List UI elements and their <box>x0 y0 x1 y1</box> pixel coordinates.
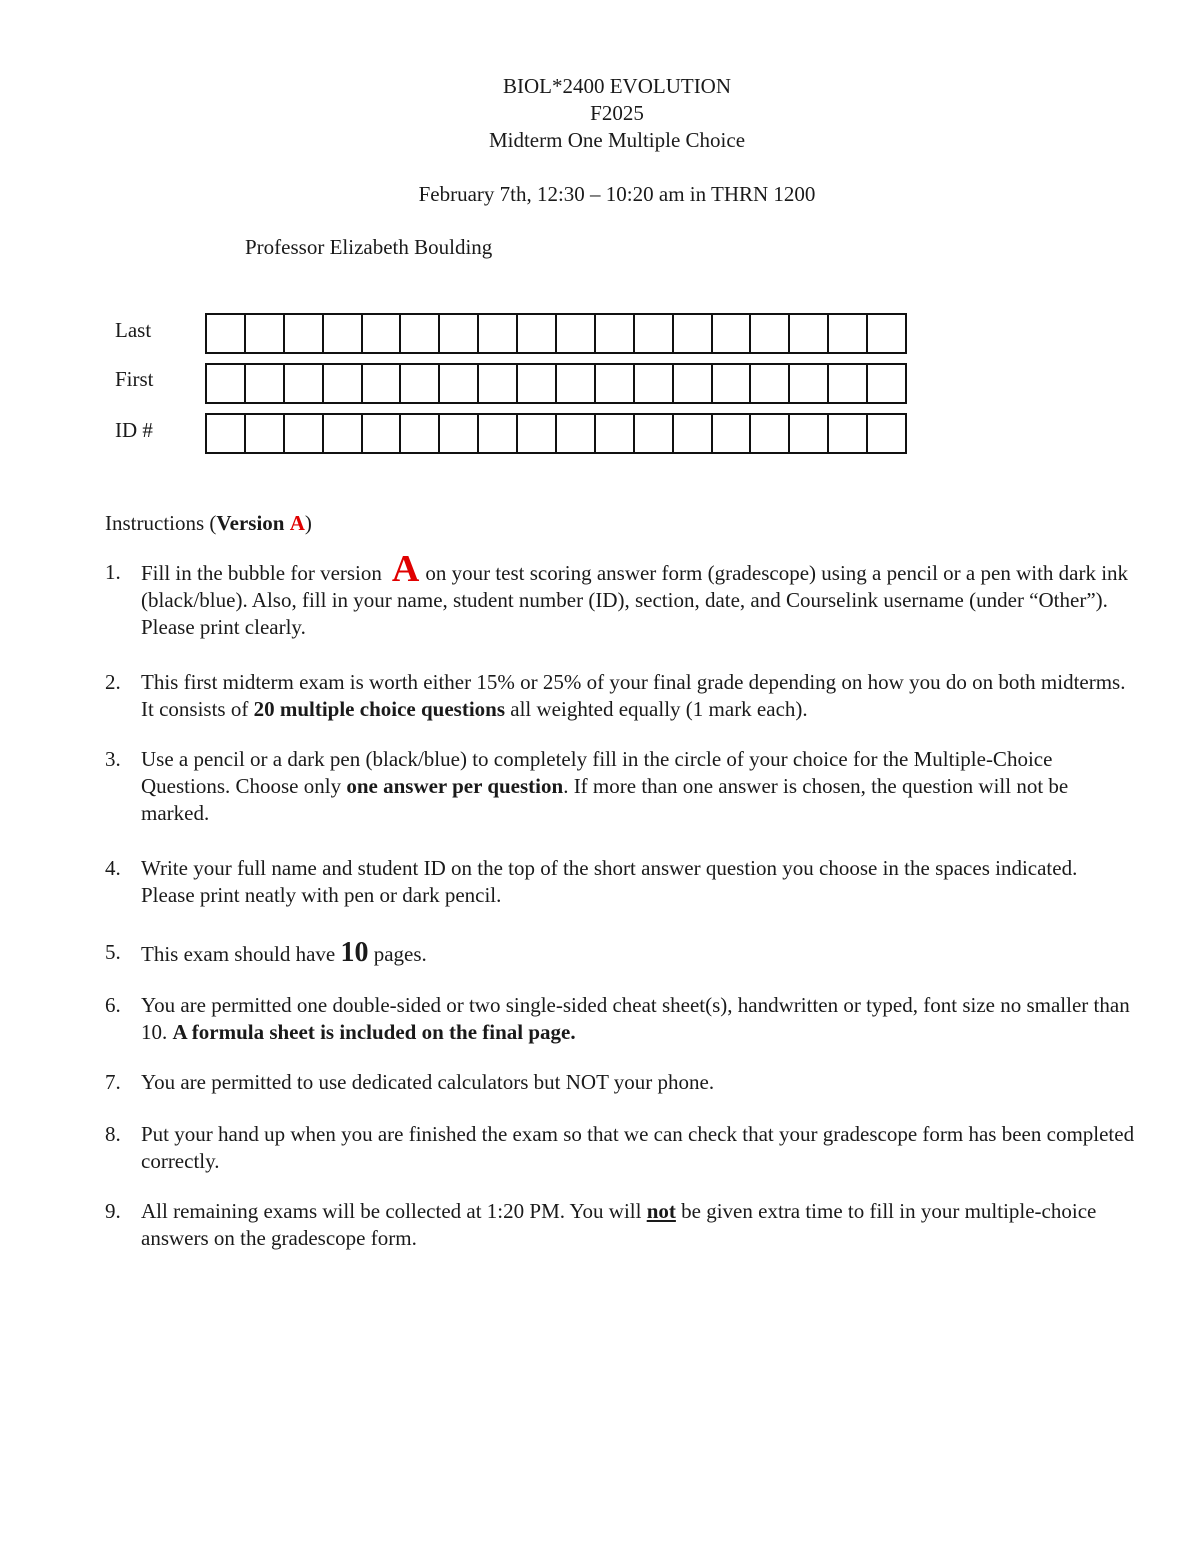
item-bold-text: one answer per question <box>346 774 564 798</box>
professor-name: Professor Elizabeth Boulding <box>245 235 493 259</box>
entry-box[interactable] <box>440 365 479 402</box>
version-a-letter: A <box>391 548 420 590</box>
entry-box[interactable] <box>713 365 752 402</box>
item-text: Fill in the bubble for version <box>141 561 382 585</box>
entry-box[interactable] <box>518 365 557 402</box>
entry-box[interactable] <box>324 365 363 402</box>
entry-box[interactable] <box>479 365 518 402</box>
entry-box[interactable] <box>557 415 596 452</box>
entry-box[interactable] <box>557 315 596 352</box>
item-text-continued: be given extra time to fill in your multiple-choice answers on the gradescope form. <box>141 1199 1097 1250</box>
item-text-continued: on your test scoring answer form (gradescope) using a pencil or a pen with dark ink (black/blue). Also, fill in your name, student number (ID), section, date, and Courselink username (under “Other”). Please print clearly. <box>141 561 1129 639</box>
item-text: All remaining exams will be collected at 1:20 PM. You will <box>141 1199 642 1223</box>
entry-box[interactable] <box>285 415 324 452</box>
version-word: Version <box>216 511 285 535</box>
item-bold-text: 20 multiple choice questions <box>253 697 506 721</box>
entry-box[interactable] <box>790 415 829 452</box>
item-text-continued: pages. <box>373 942 427 966</box>
item-number: 4. <box>105 856 121 880</box>
course-title: BIOL*2400 EVOLUTION <box>502 74 732 98</box>
entry-box[interactable] <box>596 365 635 402</box>
id-number-label: ID # <box>115 418 153 442</box>
entry-box[interactable] <box>868 415 905 452</box>
last-name-label: Last <box>115 318 152 342</box>
item-text: This first midterm exam is worth either 15% or 25% of your final grade depending on how you do on both midterms. It consists of <box>141 670 1126 721</box>
entry-box[interactable] <box>401 365 440 402</box>
entry-box[interactable] <box>829 415 868 452</box>
entry-box[interactable] <box>790 315 829 352</box>
item-text: You are permitted to use dedicated calculators but NOT your phone. <box>141 1070 715 1094</box>
item-text: You are permitted one double-sided or two single-sided cheat sheet(s), handwritten or typed, font size no smaller than 10. <box>141 993 1130 1044</box>
entry-box[interactable] <box>246 415 285 452</box>
entry-box[interactable] <box>596 315 635 352</box>
entry-box[interactable] <box>713 415 752 452</box>
entry-box[interactable] <box>440 315 479 352</box>
entry-box[interactable] <box>207 415 246 452</box>
entry-box[interactable] <box>674 315 713 352</box>
entry-box[interactable] <box>363 365 402 402</box>
entry-box[interactable] <box>829 315 868 352</box>
item-bold-text: A formula sheet is included on the final page. <box>172 1020 576 1044</box>
id-number-boxes[interactable] <box>205 413 907 454</box>
entry-box[interactable] <box>713 315 752 352</box>
instructions-heading-pre: Instructions ( <box>105 511 217 535</box>
entry-box[interactable] <box>635 315 674 352</box>
entry-box[interactable] <box>207 315 246 352</box>
entry-box[interactable] <box>479 415 518 452</box>
item-text: This exam should have <box>141 942 336 966</box>
exam-datetime: February 7th, 12:30 – 10:20 am in THRN 1200 <box>418 182 816 206</box>
instructions-heading <box>105 510 312 536</box>
item-text: Use a pencil or a dark pen (black/blue) to completely fill in the circle of your choice for the Multiple-Choice Questions. Choose only <box>141 747 1053 798</box>
entry-box[interactable] <box>324 315 363 352</box>
entry-box[interactable] <box>751 365 790 402</box>
entry-box[interactable] <box>246 315 285 352</box>
entry-box[interactable] <box>751 315 790 352</box>
entry-box[interactable] <box>557 365 596 402</box>
entry-box[interactable] <box>635 415 674 452</box>
item-text: Put your hand up when you are finished the exam so that we can check that your gradescope form has been completed correctly. <box>141 1122 1135 1173</box>
entry-box[interactable] <box>401 415 440 452</box>
item-text: Write your full name and student ID on the top of the short answer question you choose in the spaces indicated. Please print neatly with pen or dark pencil. <box>141 856 1078 907</box>
item-number: 8. <box>105 1122 121 1146</box>
entry-box[interactable] <box>596 415 635 452</box>
item-underlined-text: not <box>646 1199 676 1223</box>
item-number: 3. <box>105 747 121 771</box>
entry-box[interactable] <box>285 315 324 352</box>
item-text-continued: all weighted equally (1 mark each). <box>510 697 808 721</box>
term: F2025 <box>590 101 644 125</box>
item-number: 5. <box>105 940 121 964</box>
entry-box[interactable] <box>479 315 518 352</box>
entry-box[interactable] <box>324 415 363 452</box>
entry-box[interactable] <box>518 415 557 452</box>
item-number: 9. <box>105 1199 121 1223</box>
item-number: 7. <box>105 1070 121 1094</box>
entry-box[interactable] <box>518 315 557 352</box>
version-letter: A <box>289 511 305 535</box>
entry-box[interactable] <box>401 315 440 352</box>
first-name-boxes[interactable] <box>205 363 907 404</box>
page-count: 10 <box>340 937 369 968</box>
entry-box[interactable] <box>207 365 246 402</box>
entry-box[interactable] <box>363 315 402 352</box>
item-number: 6. <box>105 993 121 1017</box>
entry-box[interactable] <box>246 365 285 402</box>
item-number: 2. <box>105 670 121 694</box>
entry-box[interactable] <box>868 365 905 402</box>
entry-box[interactable] <box>829 365 868 402</box>
instructions-heading-post: ) <box>304 511 312 535</box>
entry-box[interactable] <box>674 415 713 452</box>
last-name-boxes[interactable] <box>205 313 907 354</box>
entry-box[interactable] <box>363 415 402 452</box>
entry-box[interactable] <box>635 365 674 402</box>
entry-box[interactable] <box>790 365 829 402</box>
item-number: 1. <box>105 560 121 584</box>
entry-box[interactable] <box>868 315 905 352</box>
entry-box[interactable] <box>674 365 713 402</box>
first-name-label: First <box>115 367 154 391</box>
entry-box[interactable] <box>440 415 479 452</box>
entry-box[interactable] <box>285 365 324 402</box>
exam-title: Midterm One Multiple Choice <box>488 128 746 152</box>
item-text-continued: . If more than one answer is chosen, the question will not be marked. <box>141 774 1069 825</box>
entry-box[interactable] <box>751 415 790 452</box>
